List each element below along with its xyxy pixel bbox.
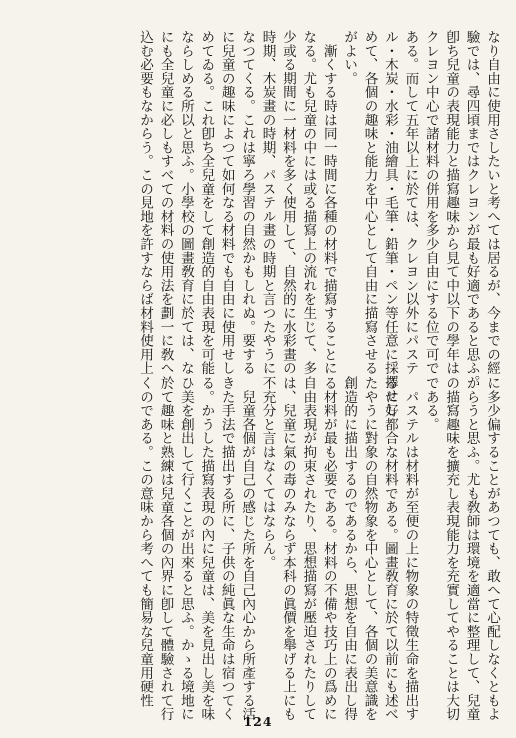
lower-text-block: に多少偏することがあつても、敢へて心配しなくともよ からうと思ふ。尤も敎師は環境を適當に整理して、兒童 の描寫趣味を擴充し表現能力を充實してやることは大切 である。 パステルは材料が至便の上に物象の特徵生命を描出す るに好都合な材料である。圖畫敎育に於て以前にも述べ たやうに對象の自然物象を中心として、各個の美意識を 創造的に描出するのであるから、思想を自由に表出し得 る材料が最も必要である。材料の不備や技巧上の爲めに 自由表現が拘束されたり、思想描寫が壓迫されたりして は、兒童に氣の毒のみならず本科の眞價を舉げる上にも 不充分と言はなくてはならん。 兒童各個が自己の感じた所を自己內心から所產する活 きた手法で描出する所に、子供の純眞な生命は宿つてく る。かうした描寫表現の內に兒童は、美を見出し美を味 ひ美を創出して行くことが出來ると思ふ。かゝる境地に 於て趣味と熟練は兒童各個の內界に卽して體驗されて行 くのである。この意味から考へても簡易な兒童用硬性 <box>137 376 500 721</box>
page-number: 124 <box>243 714 273 729</box>
upper-text-block: なり自由に使用さしたいと考へては居るが、今までの經 驗では、尋四頃まではクレヨンが最も好適であると思ふ。 卽ち兒童の表現能力と描寫趣味から見て中以下の學年は クレヨン中心で諸材料の併用を多少自由にする位で可で ある。而して五年以上に於ては、クレヨン以外にパステ ル・木炭・水彩・油繪具・毛筆・鉛筆・ペン等任意に採擇せし めて、各個の趣味と能力を中心として自由に描寫させる がよい。 漸くする時は同一時間に各種の材料で描寫することに なる。尤も兒童の中には或る描寫上の流れを生じて、多 少或る期間に一材料を多く使用して、自然的に水彩畫の 時期、木炭畫の時期、パステル畫の時期と言つたやうに なつてくる。これは寧ろ學習の自然かもしれぬ。要する に兒童の趣味によつて如何なる材料でも自由に使用せし めてゐる。これ卽ち全兒童をして創造的自由表現を可能 ならしめる所以と思ふ。小學校の圖畫敎育に於ては、な にも全兒童に必しもすべての材料の使用法を劃一に敎へ 込む必要もなからう。この見地を許すならば材料使用上 <box>137 30 500 417</box>
